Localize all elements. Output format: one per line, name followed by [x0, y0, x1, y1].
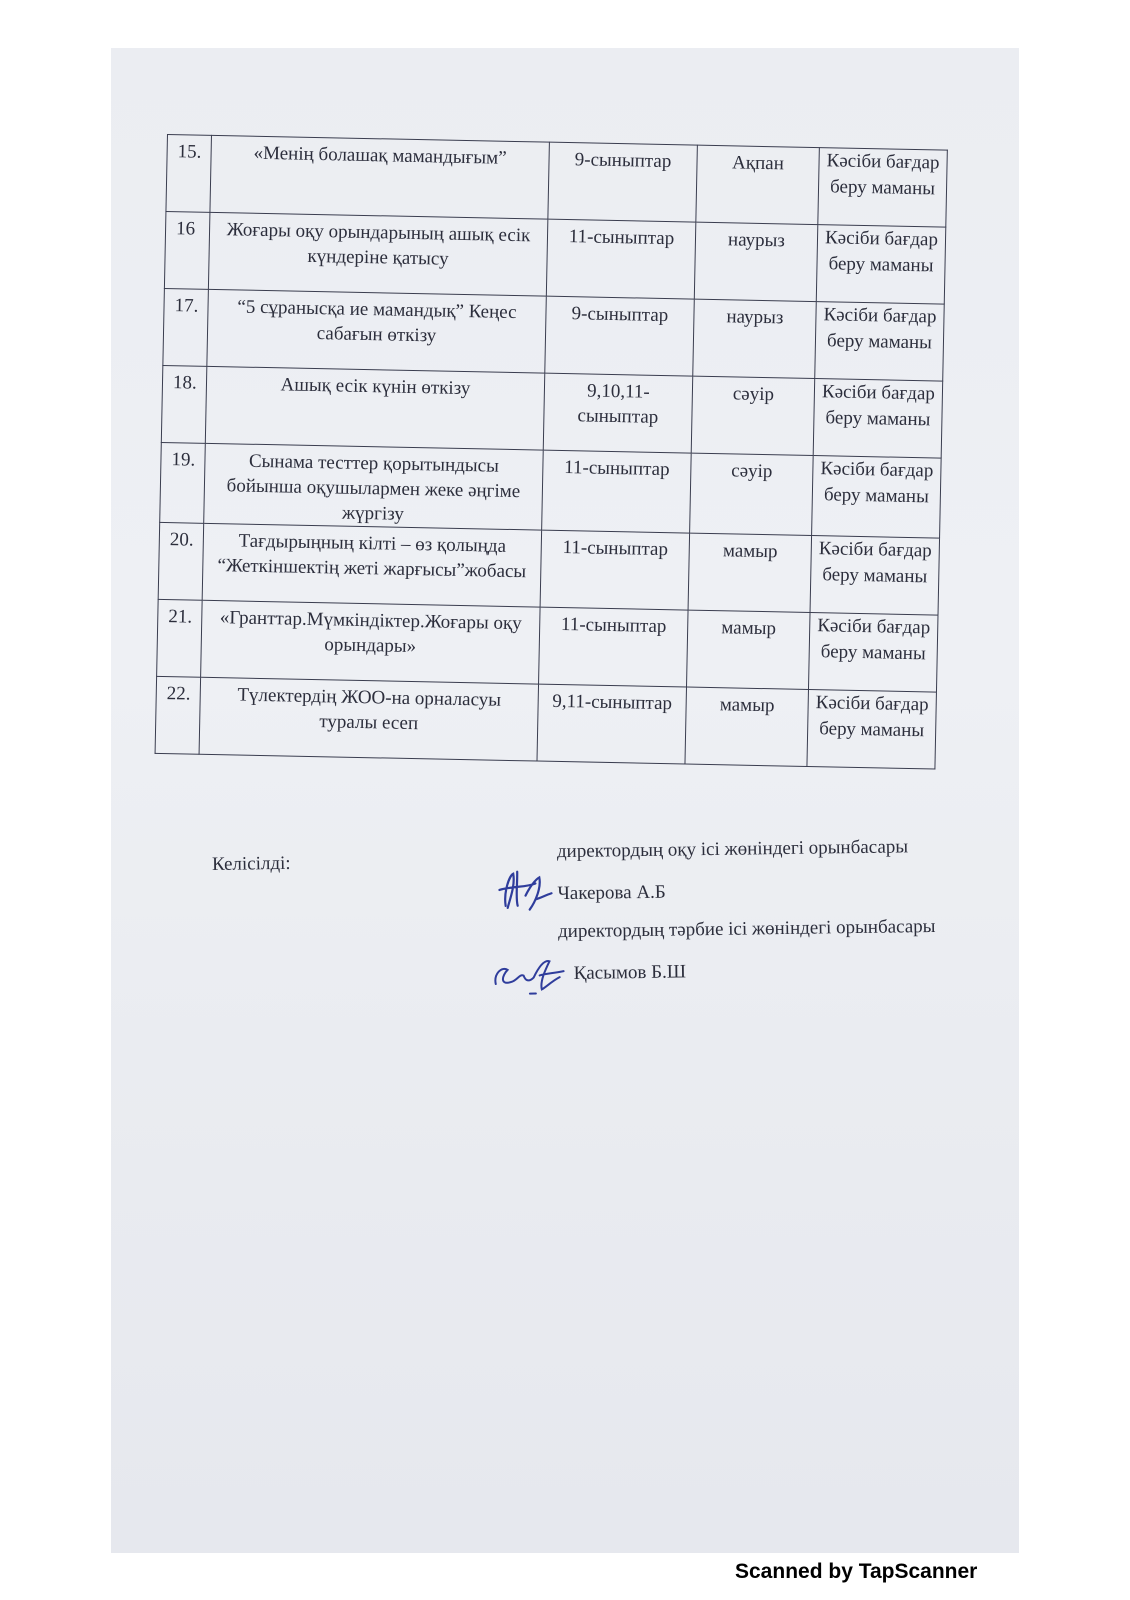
deputy-education-position: директордың тәрбие ісі жөніндегі орынбасары: [557, 915, 936, 943]
month-cell: сәуір: [690, 453, 814, 535]
responsible-cell: Кәсіби бағдар беру маманы: [818, 148, 948, 228]
row-number: 15.: [166, 135, 212, 213]
activity-cell: «Гранттар.Мүмкіндіктер.Жоғары оқу орындары»: [201, 600, 540, 684]
deputy-academic-name: Чакерова А.Б: [557, 881, 666, 905]
row-number: 20.: [158, 522, 204, 600]
responsible-cell: Кәсіби бағдар беру маманы: [815, 302, 945, 382]
responsible-cell: Кәсіби бағдар беру маманы: [807, 689, 937, 769]
scanner-watermark: Scanned by TapScanner: [735, 1560, 978, 1583]
activity-cell: «Менің болашақ мамандығым”: [210, 135, 549, 219]
activity-cell: Ашық есік күнін өткізу: [205, 366, 544, 450]
responsible-cell: Кәсіби бағдар беру маманы: [808, 613, 938, 693]
signature-chakerova: [495, 865, 556, 920]
month-cell: мамыр: [685, 687, 809, 766]
grades-cell: 11-сыныптар: [540, 530, 690, 610]
table-row: [160, 442, 941, 538]
month-cell: наурыз: [693, 299, 817, 378]
agreed-label: Келісілді:: [211, 852, 291, 875]
row-number: 17.: [163, 288, 209, 366]
activity-cell: Жоғары оқу орындарының ашық есік күндеріне қатысу: [208, 212, 547, 296]
month-cell: мамыр: [687, 610, 811, 689]
month-cell: мамыр: [688, 533, 812, 612]
grades-cell: 11-сыныптар: [546, 219, 696, 299]
responsible-cell: Кәсіби бағдар беру маманы: [810, 536, 940, 616]
signature-kasymov: [489, 951, 574, 1004]
responsible-cell: Кәсіби бағдар беру маманы: [813, 379, 943, 459]
row-number: 19.: [160, 442, 206, 523]
row-number: 18.: [161, 365, 207, 443]
grades-cell: 9,10,11-сыныптар: [543, 373, 693, 453]
table-row: [155, 676, 936, 769]
responsible-cell: Кәсіби бағдар беру маманы: [812, 456, 942, 539]
scanned-page: [111, 48, 1019, 1553]
grades-cell: 9-сыныптар: [548, 142, 698, 222]
approval-block: [211, 777, 994, 988]
month-cell: Ақпан: [696, 145, 820, 224]
grades-cell: 9,11-сыныптар: [537, 684, 687, 764]
month-cell: сәуір: [691, 376, 815, 455]
grades-cell: 11-сыныптар: [542, 450, 692, 533]
activity-cell: Түлектердің ЖОО-на орналасуы туралы есеп: [199, 677, 538, 761]
activity-cell: Тағдырыңның кілті – өз қолыңда “Жеткіншектің жеті жарғысы”жобасы: [202, 523, 541, 607]
plan-table-wrapper: [155, 134, 947, 770]
month-cell: наурыз: [694, 222, 818, 301]
row-number: 16: [164, 211, 210, 289]
deputy-academic-position: директордың оқу ісі жөніндегі орынбасары: [556, 836, 909, 863]
activity-cell: Сынама тесттер қорытындысы бойынша оқушылармен жеке әңгіме жүргізу: [204, 443, 544, 530]
plan-table: [155, 134, 948, 770]
row-number: 21.: [157, 599, 203, 677]
grades-cell: 9-сыныптар: [545, 296, 695, 376]
row-number: 22.: [155, 676, 201, 754]
activity-cell: “5 сұранысқа ие мамандық” Кеңес сабағын өткізу: [207, 289, 546, 373]
grades-cell: 11-сыныптар: [539, 607, 689, 687]
deputy-education-name: Қасымов Б.Ш: [573, 961, 687, 984]
responsible-cell: Кәсіби бағдар беру маманы: [816, 225, 946, 305]
